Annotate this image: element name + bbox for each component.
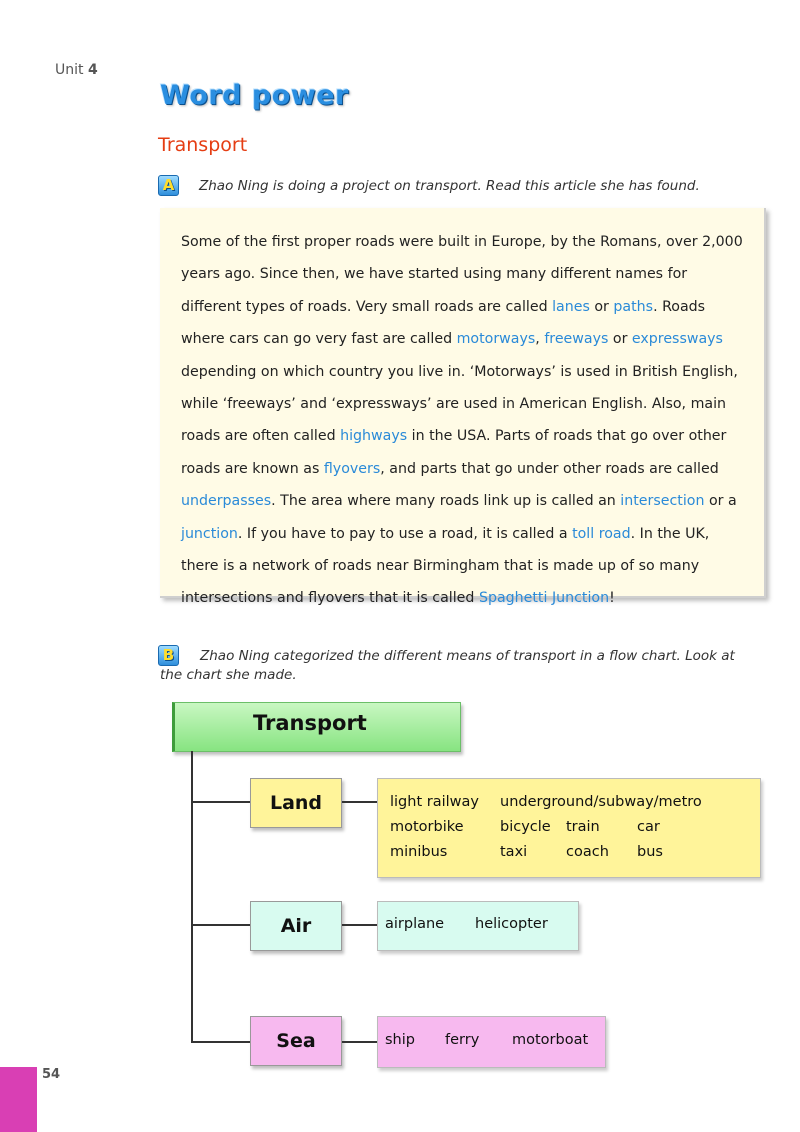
vocabulary-keyword: flyovers bbox=[323, 460, 381, 477]
vocabulary-keyword: Spaghetti Junction bbox=[478, 590, 610, 607]
sea-items-box bbox=[377, 1016, 606, 1068]
unit-label bbox=[55, 62, 98, 78]
land-item: motorbike bbox=[390, 819, 464, 835]
connector-air bbox=[191, 924, 250, 926]
connector-land-items bbox=[342, 801, 377, 803]
article-text-run: . The area where many roads link up is called an bbox=[271, 493, 621, 510]
land-item: taxi bbox=[500, 844, 528, 860]
exercise-b-instruction: Zhao Ning categorized the different means of transport in a flow chart. Look at the chart she made. bbox=[160, 648, 735, 683]
land-item: minibus bbox=[390, 844, 448, 860]
land-item: bicycle bbox=[500, 819, 551, 835]
exercise-b-badge: B bbox=[158, 645, 179, 666]
article-text-run: or bbox=[589, 298, 614, 315]
flow-chart-root-box bbox=[172, 702, 461, 752]
vocabulary-keyword: freeways bbox=[544, 331, 609, 348]
unit-prefix: Unit bbox=[55, 62, 84, 78]
connector-land bbox=[191, 801, 250, 803]
article-text-run: . If you have to pay to use a road, it is called a bbox=[237, 525, 573, 542]
air-item: airplane bbox=[385, 916, 445, 932]
land-items-box bbox=[377, 778, 761, 878]
air-items-box bbox=[377, 901, 579, 951]
vocabulary-keyword: expressways bbox=[631, 331, 723, 348]
article-text-run: ! bbox=[609, 590, 615, 607]
article-text-run: , and parts that go under other roads are called bbox=[380, 460, 719, 477]
article-text-run: Some of the first proper roads were built in Europe, by the Romans, over 2,000 years ago. Since then, we have started using many different names for different types of roads. Very small roads are called bbox=[181, 234, 743, 315]
exercise-a-instruction: Zhao Ning is doing a project on transport. Read this article she has found. bbox=[199, 178, 700, 194]
section-title: Transport bbox=[158, 134, 248, 156]
unit-number: 4 bbox=[87, 62, 98, 78]
connector-sea bbox=[191, 1041, 250, 1043]
connector-sea-items bbox=[342, 1041, 377, 1043]
vocabulary-keyword: toll road bbox=[572, 525, 631, 542]
article-text-run: , bbox=[535, 331, 545, 348]
land-item: car bbox=[637, 819, 660, 835]
connector-air-items bbox=[342, 924, 377, 926]
exercise-a-badge: A bbox=[158, 175, 179, 196]
article-box bbox=[160, 208, 766, 607]
air-item: helicopter bbox=[475, 916, 548, 932]
sea-item: ship bbox=[385, 1032, 415, 1048]
vocabulary-keyword: paths bbox=[613, 298, 654, 315]
page-color-tab bbox=[0, 1067, 37, 1132]
article-text-run: . Roads where cars can go very fast are called bbox=[181, 298, 706, 348]
article-text-run: or bbox=[608, 331, 632, 348]
article-text-run: or a bbox=[704, 493, 737, 510]
land-item: bus bbox=[637, 844, 663, 860]
flow-chart-root-label: Transport bbox=[253, 711, 367, 735]
land-item: train bbox=[566, 819, 600, 835]
vocabulary-keyword: junction bbox=[181, 525, 238, 542]
category-air: Air bbox=[250, 901, 342, 951]
vocabulary-keyword: motorways bbox=[456, 331, 536, 348]
page-title: Word power bbox=[160, 80, 349, 111]
article-text-run: in the USA. Parts of roads that go over other roads are known as bbox=[181, 428, 727, 477]
article-text bbox=[181, 226, 749, 615]
land-item: coach bbox=[566, 844, 609, 860]
article-text-run: depending on which country you live in. ‘Motorways’ is used in British English, while ‘freeways’ and ‘expressways’ are used in American English. Also, main roads are often called bbox=[181, 363, 738, 445]
flow-chart-trunk-line bbox=[191, 751, 193, 1043]
vocabulary-keyword: lanes bbox=[552, 298, 590, 315]
vocabulary-keyword: intersection bbox=[620, 493, 705, 510]
category-land: Land bbox=[250, 778, 342, 828]
article-text-run: . In the UK, there is a network of roads near Birmingham that is made up of so many intersections and flyovers that it is called bbox=[181, 525, 710, 607]
land-item: underground/subway/metro bbox=[500, 794, 702, 810]
sea-item: ferry bbox=[445, 1032, 480, 1048]
page-number: 54 bbox=[42, 1067, 61, 1082]
category-sea: Sea bbox=[250, 1016, 342, 1066]
sea-item: motorboat bbox=[512, 1032, 589, 1048]
land-item: light railway bbox=[390, 794, 479, 810]
vocabulary-keyword: highways bbox=[340, 428, 408, 445]
vocabulary-keyword: underpasses bbox=[181, 493, 272, 510]
